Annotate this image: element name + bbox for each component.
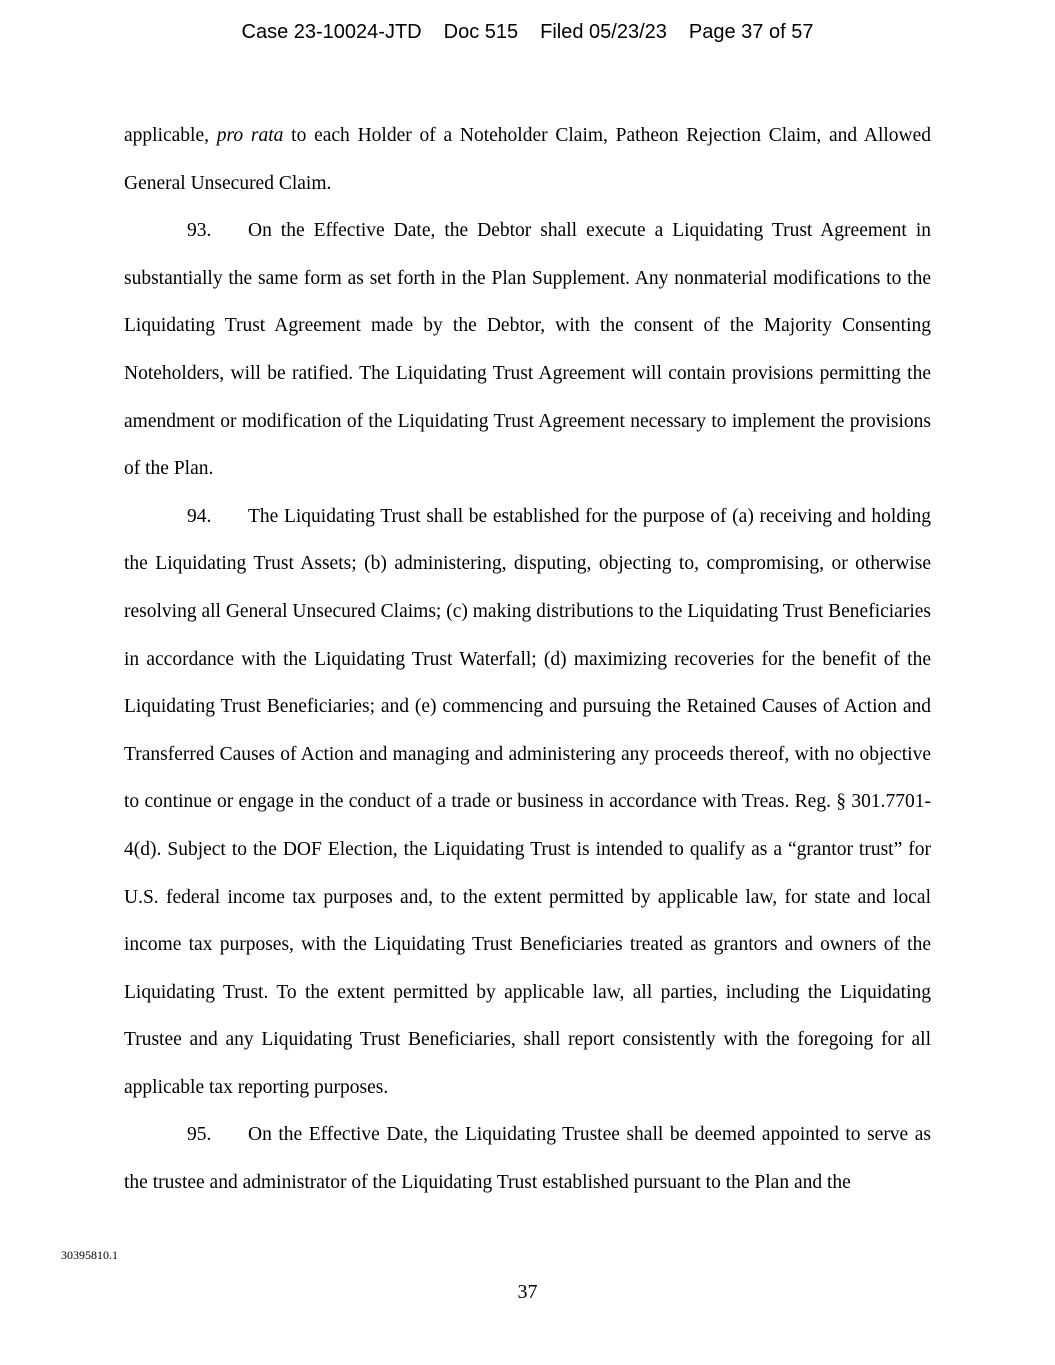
paragraph-number: 95. — [187, 1124, 212, 1146]
paragraph-95 — [124, 1111, 931, 1206]
doc-number: Doc 515 — [443, 21, 519, 43]
case-number: Case 23-10024-JTD — [241, 21, 422, 43]
continuation-lead: applicable, — [124, 125, 217, 146]
paragraph-text: On the Effective Date, the Liquidating Trustee shall be deemed appointed to serve as the trustee and administrator of the Liquidating Trust established pursuant to the Plan and the — [124, 1124, 931, 1194]
document-body — [124, 112, 931, 1207]
filed-date: Filed 05/23/23 — [540, 21, 667, 43]
continuation-italic: pro rata — [216, 125, 284, 146]
paragraph-text: The Liquidating Trust shall be established for the purpose of (a) receiving and holding the Liquidating Trust Assets; (b) administering, disputing, objecting to, compromising, or otherwise resolving all General Unsecured Claims; (c) making distributions to the Liquidating Trust Beneficiaries in accordance with the Liquidating Trust Waterfall; (d) maximizing recoveries for the benefit of the Liquidating Trust Beneficiaries; and (e) commencing and pursuing the Retained Causes of Action and Transferred Causes of Action and managing and administering any proceeds thereof, with no objective to continue or engage in the conduct of a trade or business in accordance with Treas. Reg. § 301.7701-4(d). Subject to the DOF Election, the Liquidating Trust is intended to qualify as a “grantor trust” for U.S. federal income tax purposes and, to the extent permitted by applicable law, for state and local income tax purposes, with the Liquidating Trust Beneficiaries treated as grantors and owners of the Liquidating Trust. To the extent permitted by applicable law, all parties, including the Liquidating Trustee and any Liquidating Trust Beneficiaries, shall report consistently with the foregoing for all applicable tax reporting purposes. — [124, 505, 931, 1098]
paragraph-number: 94. — [187, 505, 212, 527]
document-id: 30395810.1 — [61, 1248, 118, 1262]
paragraph-93 — [124, 207, 931, 493]
case-header — [0, 19, 1055, 45]
continuation-rest: to each Holder of a Noteholder Claim, Patheon Rejection Claim, and Allowed General Unsecured Claim. — [124, 125, 932, 194]
paragraph-94 — [124, 493, 931, 1112]
page-number: 37 — [517, 1281, 538, 1303]
paragraph-number: 93. — [187, 220, 212, 242]
continuation-paragraph — [124, 112, 931, 207]
page-count: Page 37 of 57 — [688, 21, 814, 43]
paragraph-text: On the Effective Date, the Debtor shall execute a Liquidating Trust Agreement in substantially the same form as set forth in the Plan Supplement. Any nonmaterial modifications to the Liquidating Trust Agreement made by the Debtor, with the consent of the Majority Consenting Noteholders, will be ratified. The Liquidating Trust Agreement will contain provisions permitting the amendment or modification of the Liquidating Trust Agreement necessary to implement the provisions of the Plan. — [124, 220, 931, 480]
